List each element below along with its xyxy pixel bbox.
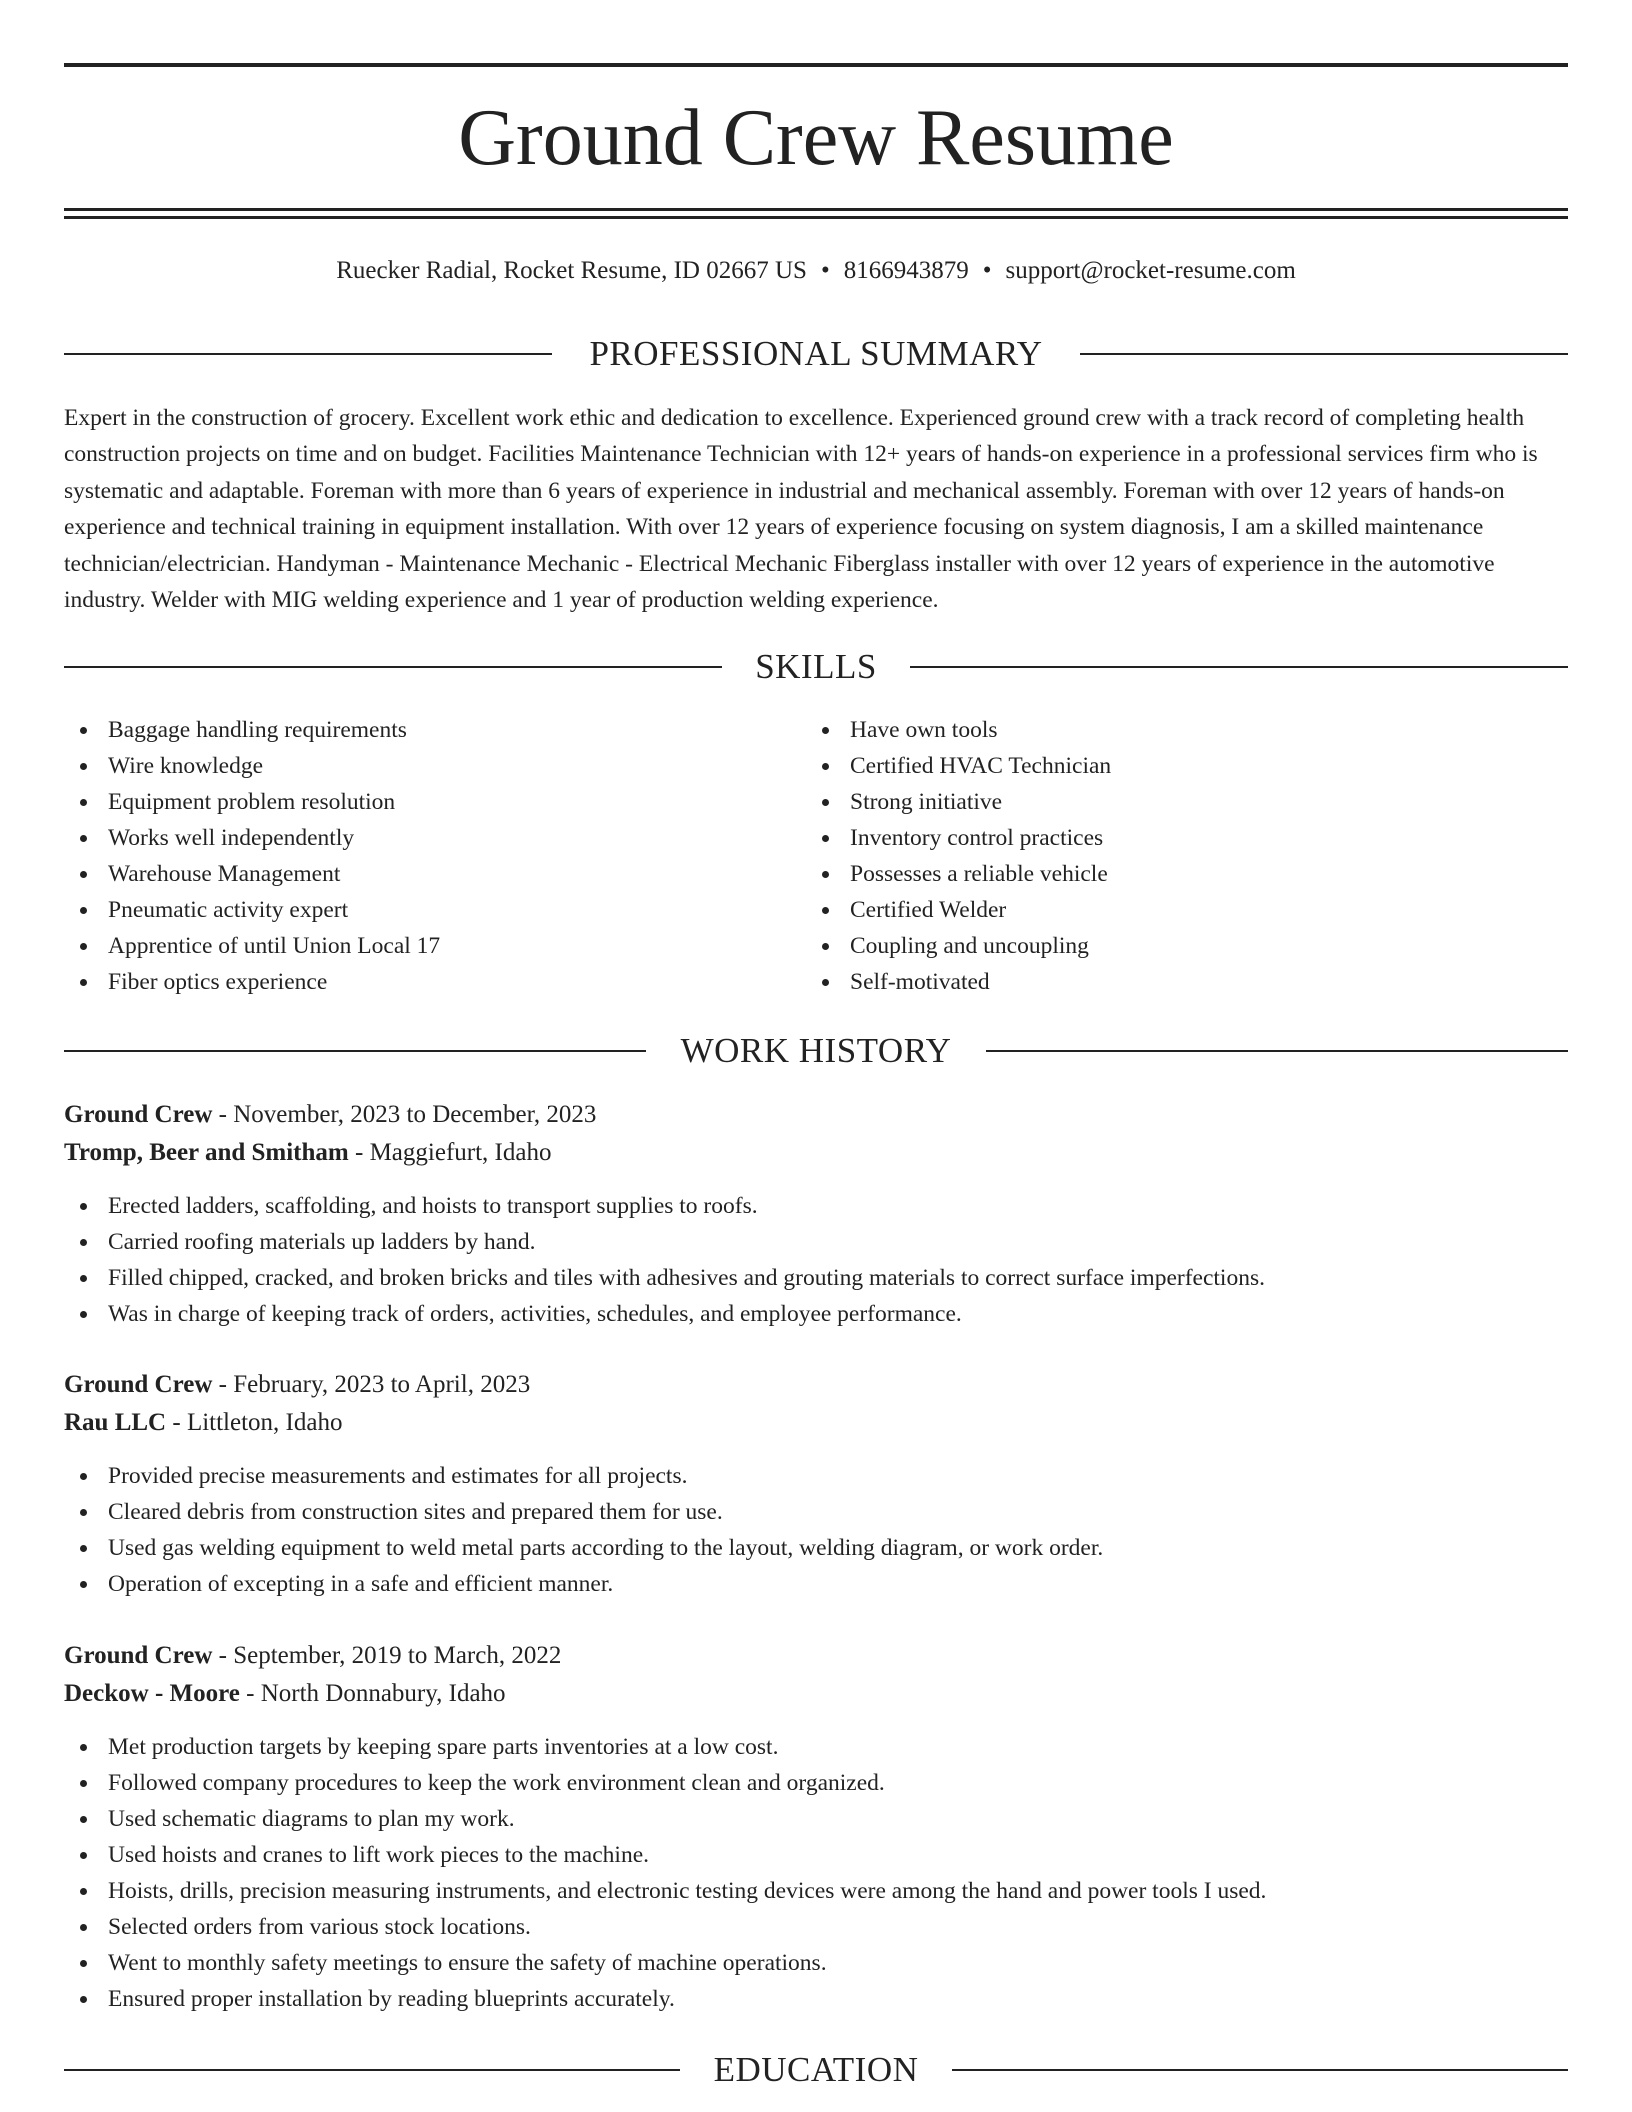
skill-item: Possesses a reliable vehicle — [806, 856, 1111, 892]
skill-item: Coupling and uncoupling — [806, 928, 1111, 964]
section-rule-right — [1080, 353, 1568, 355]
job-bullet: Provided precise measurements and estimates for all projects. — [64, 1458, 1568, 1494]
job-bullet: Ensured proper installation by reading blueprints accurately. — [64, 1981, 1568, 2017]
job-location: - Littleton, Idaho — [166, 1409, 343, 1436]
header-top-rule — [64, 63, 1568, 67]
job-title: Ground Crew — [64, 1371, 213, 1398]
job-bullet: Used schematic diagrams to plan my work. — [64, 1801, 1568, 1837]
job-title-line — [64, 1096, 1568, 1134]
skills-list-left — [64, 712, 440, 1000]
job-entry — [64, 1096, 1568, 1332]
job-location: - Maggiefurt, Idaho — [348, 1139, 552, 1166]
section-rule-right — [910, 666, 1568, 668]
skill-item: Wire knowledge — [64, 748, 440, 784]
job-location: - North Donnabury, Idaho — [239, 1680, 506, 1707]
job-bullet: Used hoists and cranes to lift work pieces to the machine. — [64, 1837, 1568, 1873]
job-entry — [64, 1366, 1568, 1602]
job-bullets — [64, 1458, 1568, 1602]
job-title-line — [64, 1366, 1568, 1404]
skill-item: Certified Welder — [806, 892, 1111, 928]
job-title: Ground Crew — [64, 1101, 213, 1128]
job-bullet: Carried roofing materials up ladders by hand. — [64, 1224, 1568, 1260]
skill-item: Works well independently — [64, 820, 440, 856]
section-title-skills: SKILLS — [755, 647, 877, 686]
job-company: Tromp, Beer and Smitham — [64, 1139, 349, 1166]
skill-item: Baggage handling requirements — [64, 712, 440, 748]
job-bullet: Erected ladders, scaffolding, and hoists to transport supplies to roofs. — [64, 1188, 1568, 1224]
job-company-line — [64, 1134, 1568, 1172]
job-bullet: Cleared debris from construction sites and prepared them for use. — [64, 1494, 1568, 1530]
skill-item: Equipment problem resolution — [64, 784, 440, 820]
job-bullet: Was in charge of keeping track of orders, activities, schedules, and employee performance. — [64, 1296, 1568, 1332]
skill-item: Inventory control practices — [806, 820, 1111, 856]
contact-address: Ruecker Radial, Rocket Resume, ID 02667 US — [336, 257, 807, 284]
job-title-line — [64, 1637, 1568, 1675]
section-title-summary: PROFESSIONAL SUMMARY — [589, 334, 1043, 373]
job-bullets — [64, 1729, 1568, 2017]
section-rule-right — [952, 2069, 1568, 2071]
job-bullet: Went to monthly safety meetings to ensure the safety of machine operations. — [64, 1945, 1568, 1981]
job-dates: - November, 2023 to December, 2023 — [212, 1101, 597, 1128]
skill-item: Self-motivated — [806, 964, 1111, 1000]
job-entry — [64, 1637, 1568, 2017]
section-header-work — [64, 1031, 1568, 1071]
skill-item: Have own tools — [806, 712, 1111, 748]
skills-list-right — [806, 712, 1111, 1000]
skill-item: Warehouse Management — [64, 856, 440, 892]
skill-item: Pneumatic activity expert — [64, 892, 440, 928]
skill-item: Strong initiative — [806, 784, 1111, 820]
skill-item: Apprentice of until Union Local 17 — [64, 928, 440, 964]
job-bullet: Selected orders from various stock locations. — [64, 1909, 1568, 1945]
job-bullet: Met production targets by keeping spare parts inventories at a low cost. — [64, 1729, 1568, 1765]
job-bullet: Hoists, drills, precision measuring instruments, and electronic testing devices were among the hand and power tools I used. — [64, 1873, 1568, 1909]
job-company: Deckow - Moore — [64, 1680, 240, 1707]
job-dates: - February, 2023 to April, 2023 — [212, 1371, 531, 1398]
summary-text: Expert in the construction of grocery. Excellent work ethic and dedication to excellence. Experienced ground crew with a track record of completing health construction projects on time and on budget. Facilities Maintenance Technician with 12+ years of hands-on experience in a professional services firm who is systematic and adaptable. Foreman with more than 6 years of experience in industrial and mechanical assembly. Foreman with over 12 years of hands-on experience and technical training in equipment installation. With over 12 years of experience focusing on system diagnosis, I am a skilled maintenance technician/electrician. Handyman - Maintenance Mechanic - Electrical Mechanic Fiberglass installer with over 12 years of experience in the automotive industry. Welder with MIG welding experience and 1 year of production welding experience. — [64, 405, 1538, 614]
contact-phone: 8166943879 — [843, 257, 969, 284]
contact-separator: • — [820, 257, 830, 284]
job-bullet: Filled chipped, cracked, and broken bricks and tiles with adhesives and grouting materials to correct surface imperfections. — [64, 1260, 1568, 1296]
section-header-summary — [64, 334, 1568, 374]
section-header-education — [64, 2050, 1568, 2090]
skill-item: Certified HVAC Technician — [806, 748, 1111, 784]
job-company-line — [64, 1404, 1568, 1442]
header-bottom-rule — [64, 208, 1568, 211]
job-bullet: Operation of excepting in a safe and efficient manner. — [64, 1566, 1568, 1602]
section-title-work: WORK HISTORY — [680, 1031, 952, 1070]
job-bullet: Followed company procedures to keep the work environment clean and organized. — [64, 1765, 1568, 1801]
resume-title: Ground Crew Resume — [458, 94, 1174, 182]
job-bullets — [64, 1188, 1568, 1332]
job-company-line — [64, 1675, 1568, 1713]
job-dates: - September, 2019 to March, 2022 — [212, 1642, 562, 1669]
section-rule-right — [986, 1050, 1568, 1052]
section-header-skills — [64, 647, 1568, 687]
skill-item: Fiber optics experience — [64, 964, 440, 1000]
job-company: Rau LLC — [64, 1409, 167, 1436]
contact-email: support@rocket-resume.com — [1005, 257, 1296, 284]
job-bullet: Used gas welding equipment to weld metal parts according to the layout, welding diagram, or work order. — [64, 1530, 1568, 1566]
job-title: Ground Crew — [64, 1642, 213, 1669]
header-bottom-rule-second — [64, 216, 1568, 219]
contact-separator: • — [982, 257, 992, 284]
contact-line — [64, 252, 1568, 290]
section-title-education: EDUCATION — [713, 2050, 919, 2089]
